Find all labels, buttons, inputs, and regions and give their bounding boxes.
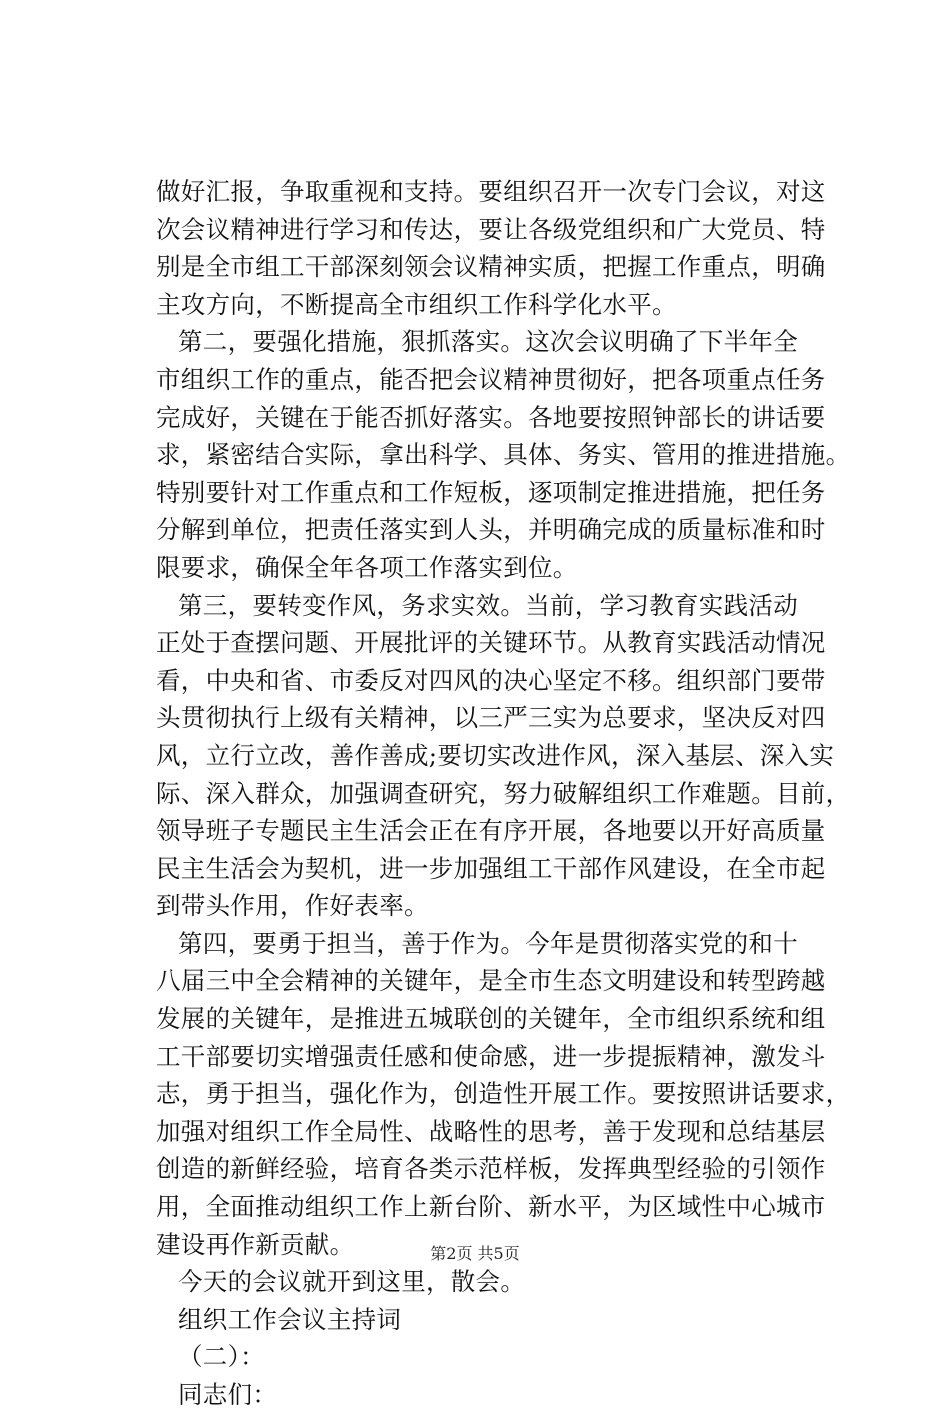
paragraph-start-line: 第二，要强化措施，狠抓落实。这次会议明确了下半年全 (178, 327, 798, 357)
section-number: （二）： (178, 1342, 265, 1372)
paragraph-start-line: 第四，要勇于担当，善于作为。今年是贯彻落实党的和十 (178, 928, 798, 958)
text-line: 市组织工作的重点，能否把会议精神贯彻好，把各项重点任务 (156, 364, 826, 394)
text-line: 限要求，确保全年各项工作落实到位。 (156, 552, 578, 582)
text-line: 志，勇于担当，强化作为，创造性开展工作。要按照讲话要求， (156, 1079, 851, 1109)
text-line: 工干部要切实增强责任感和使命感，进一步提振精神，激发斗 (156, 1041, 826, 1071)
paragraph-start-line: 第三，要转变作风，务求实效。当前，学习教育实践活动 (178, 590, 798, 620)
text-line: 际、深入群众，加强调查研究，努力破解组织工作难题。目前， (156, 778, 851, 808)
text-line: 分解到单位，把责任落实到人头，并明确完成的质量标准和时 (156, 515, 826, 545)
document-body (156, 173, 851, 1414)
page-number-footer: 第2页 共5页 (430, 1244, 520, 1263)
text-line: 创造的新鲜经验，培育各类示范样板，发挥典型经验的引领作 (156, 1154, 826, 1184)
text-line: 到带头作用，作好表率。 (156, 891, 429, 921)
closing-line: 今天的会议就开到这里，散会。 (178, 1267, 526, 1297)
text-line: 发展的关键年，是推进五城联创的关键年，全市组织系统和组 (156, 1004, 826, 1034)
text-line: 做好汇报，争取重视和支持。要组织召开一次专门会议，对这 (156, 177, 826, 206)
text-line: 求，紧密结合实际，拿出科学、具体、务实、管用的推进措施。 (156, 440, 851, 470)
text-line: 完成好，关键在于能否抓好落实。各地要按照钟部长的讲话要 (156, 402, 826, 432)
text-line: 特别要针对工作重点和工作短板，逐项制定推进措施，把任务 (156, 477, 826, 507)
text-line: 加强对组织工作全局性、战略性的思考，善于发现和总结基层 (156, 1116, 826, 1146)
text-line: 主攻方向，不断提高全市组织工作科学化水平。 (156, 289, 677, 319)
text-line: 正处于查摆问题、开展批评的关键环节。从教育实践活动情况 (156, 628, 826, 658)
text-line: 别是全市组工干部深刻领会议精神实质，把握工作重点，明确 (156, 252, 826, 282)
text-line: 风，立行立改，善作善成;要切实改进作风，深入基层、深入实 (156, 740, 835, 770)
salutation: 同志们： (178, 1380, 278, 1409)
text-line: 次会议精神进行学习和传达，要让各级党组织和广大党员、特 (156, 214, 826, 244)
text-line: 八届三中全会精神的关键年，是全市生态文明建设和转型跨越 (156, 966, 826, 996)
text-line: 看，中央和省、市委反对四风的决心坚定不移。组织部门要带 (156, 665, 826, 695)
text-line: 头贯彻执行上级有关精神，以三严三实为总要求，坚决反对四 (156, 703, 826, 733)
text-line: 用，全面推动组织工作上新台阶、新水平，为区域性中心城市 (156, 1192, 826, 1222)
text-line: 民主生活会为契机，进一步加强组工干部作风建设，在全市起 (156, 853, 826, 883)
section-title: 组织工作会议主持词 (178, 1304, 402, 1334)
text-line: 建设再作新贡献。 (156, 1229, 355, 1259)
text-line: 领导班子专题民主生活会正在有序开展，各地要以开好高质量 (156, 816, 826, 846)
